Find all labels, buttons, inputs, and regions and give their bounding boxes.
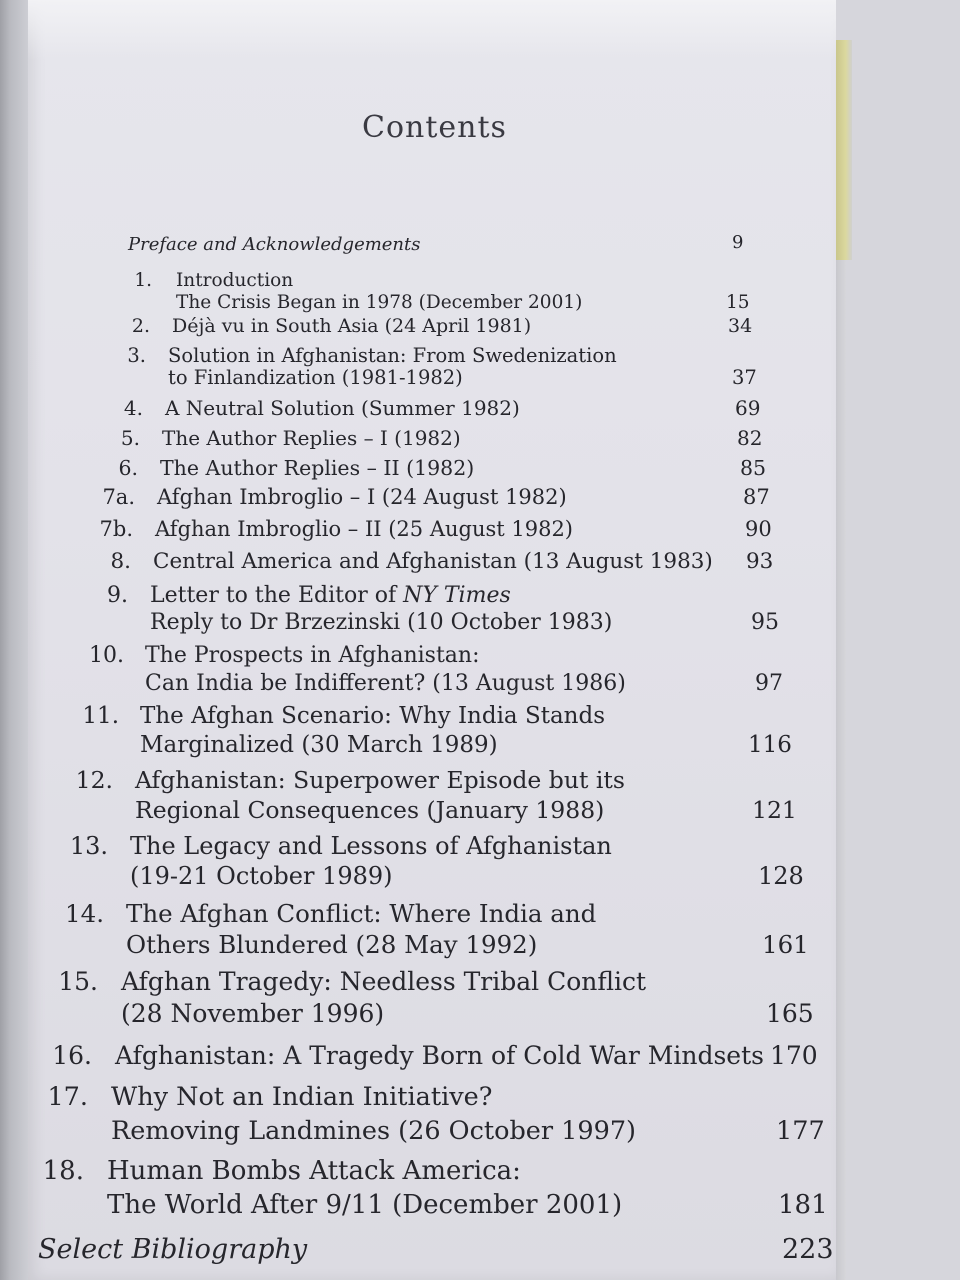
- entry-page-number: 170: [770, 1041, 818, 1070]
- entry-number: 10.: [89, 643, 124, 668]
- entry-title-line: The World After 9/11 (December 2001): [107, 1190, 623, 1220]
- entry-page-number: 161: [762, 930, 809, 959]
- entry-number: 12.: [75, 766, 113, 794]
- entry-title-line: Afghanistan: Superpower Episode but its: [135, 766, 625, 794]
- entry-title: Select Bibliography: [38, 1234, 308, 1265]
- entry-title-line: Afghan Tragedy: Needless Tribal Conflict: [121, 967, 647, 996]
- entry-title-line: (28 November 1996): [121, 999, 385, 1028]
- entry-page-number: 121: [752, 796, 797, 824]
- page-highlight: [28, 0, 836, 60]
- entry-number: 3.: [127, 344, 146, 367]
- entry-page-number: 37: [732, 366, 757, 389]
- entry-number: 7b.: [99, 517, 133, 541]
- page-stack-edge: [836, 260, 846, 1280]
- entry-title-line: Solution in Afghanistan: From Swedenization: [168, 344, 617, 367]
- entry-page-number: 9: [732, 232, 744, 253]
- entry-title-line: The Crisis Began in 1978 (December 2001): [176, 292, 583, 313]
- entry-number: 16.: [52, 1041, 92, 1070]
- entry-title-line: Removing Landmines (26 October 1997): [111, 1116, 637, 1146]
- entry-page-number: 69: [735, 396, 761, 420]
- entry-page-number: 97: [755, 671, 783, 696]
- entry-page-number: 95: [751, 610, 779, 635]
- entry-page-number: 87: [743, 485, 770, 509]
- entry-page-number: 128: [758, 862, 804, 890]
- entry-title-line: The Author Replies – I (1982): [162, 426, 461, 450]
- entry-page-number: 93: [746, 549, 774, 574]
- entry-number: 14.: [65, 899, 104, 928]
- book-cover-edge: [836, 40, 852, 260]
- entry-title-line: Introduction: [176, 270, 294, 291]
- entry-number: 13.: [69, 832, 108, 860]
- entry-number: 17.: [47, 1082, 88, 1112]
- entry-title-line: The Afghan Scenario: Why India Stands: [140, 703, 606, 729]
- entry-title-line: The Afghan Conflict: Where India and: [126, 899, 597, 928]
- entry-title-line: Afghan Imbroglio – II (25 August 1982): [155, 517, 574, 541]
- entry-title-line: Others Blundered (28 May 1992): [126, 930, 538, 959]
- entry-title-line: Afghan Imbroglio – I (24 August 1982): [157, 485, 567, 509]
- entry-title-line: Regional Consequences (January 1988): [135, 796, 605, 824]
- entry-title-line: Afghanistan: A Tragedy Born of Cold War Mindsets: [115, 1041, 764, 1070]
- entry-title-line: Can India be Indifferent? (13 August 1986): [145, 671, 626, 696]
- entry-title-line: to Finlandization (1981-1982): [168, 366, 463, 389]
- entry-number: 11.: [82, 703, 119, 729]
- entry-page-number: 85: [740, 456, 767, 480]
- entry-page-number: 90: [745, 517, 772, 541]
- entry-number: 1.: [134, 270, 152, 291]
- entry-title-line: Human Bombs Attack America:: [107, 1156, 521, 1186]
- entry-number: 6.: [118, 456, 138, 480]
- entry-title-line: (19-21 October 1989): [130, 862, 393, 890]
- entry-number: 15.: [58, 967, 98, 996]
- entry-page-number: 34: [728, 315, 753, 337]
- entry-title-line: Déjà vu in South Asia (24 April 1981): [172, 315, 532, 337]
- entry-title-line: The Legacy and Lessons of Afghanistan: [130, 832, 612, 860]
- entry-title-line: Reply to Dr Brzezinski (10 October 1983): [150, 610, 613, 635]
- entry-title: Preface and Acknowledgements: [128, 234, 421, 255]
- entry-number: 4.: [123, 396, 143, 420]
- entry-number: 8.: [110, 549, 131, 574]
- entry-page-number: 181: [778, 1190, 828, 1220]
- entry-number: 5.: [120, 426, 140, 450]
- entry-page-number: 82: [737, 426, 763, 450]
- entry-title-line: Marginalized (30 March 1989): [140, 732, 498, 758]
- entry-page-number: 116: [748, 732, 792, 758]
- entry-page-number: 15: [726, 292, 750, 313]
- entry-page-number: 165: [766, 999, 814, 1028]
- entry-title-line: The Prospects in Afghanistan:: [145, 643, 480, 668]
- entry-title-line: Why Not an Indian Initiative?: [111, 1082, 493, 1112]
- entry-title-line: The Author Replies – II (1982): [160, 456, 475, 480]
- entry-number: 2.: [131, 315, 150, 337]
- entry-page-number: 177: [776, 1116, 825, 1146]
- entry-page-number: 223: [782, 1234, 834, 1265]
- entry-title-line: A Neutral Solution (Summer 1982): [165, 396, 520, 420]
- entry-title-line: Central America and Afghanistan (13 August 1983): [153, 549, 713, 574]
- entry-number: 18.: [42, 1156, 84, 1186]
- entry-number: 9.: [107, 583, 128, 608]
- entry-title-line: Letter to the Editor of NY Times: [150, 583, 511, 608]
- entry-number: 7a.: [102, 485, 135, 509]
- contents-heading: Contents: [362, 110, 507, 145]
